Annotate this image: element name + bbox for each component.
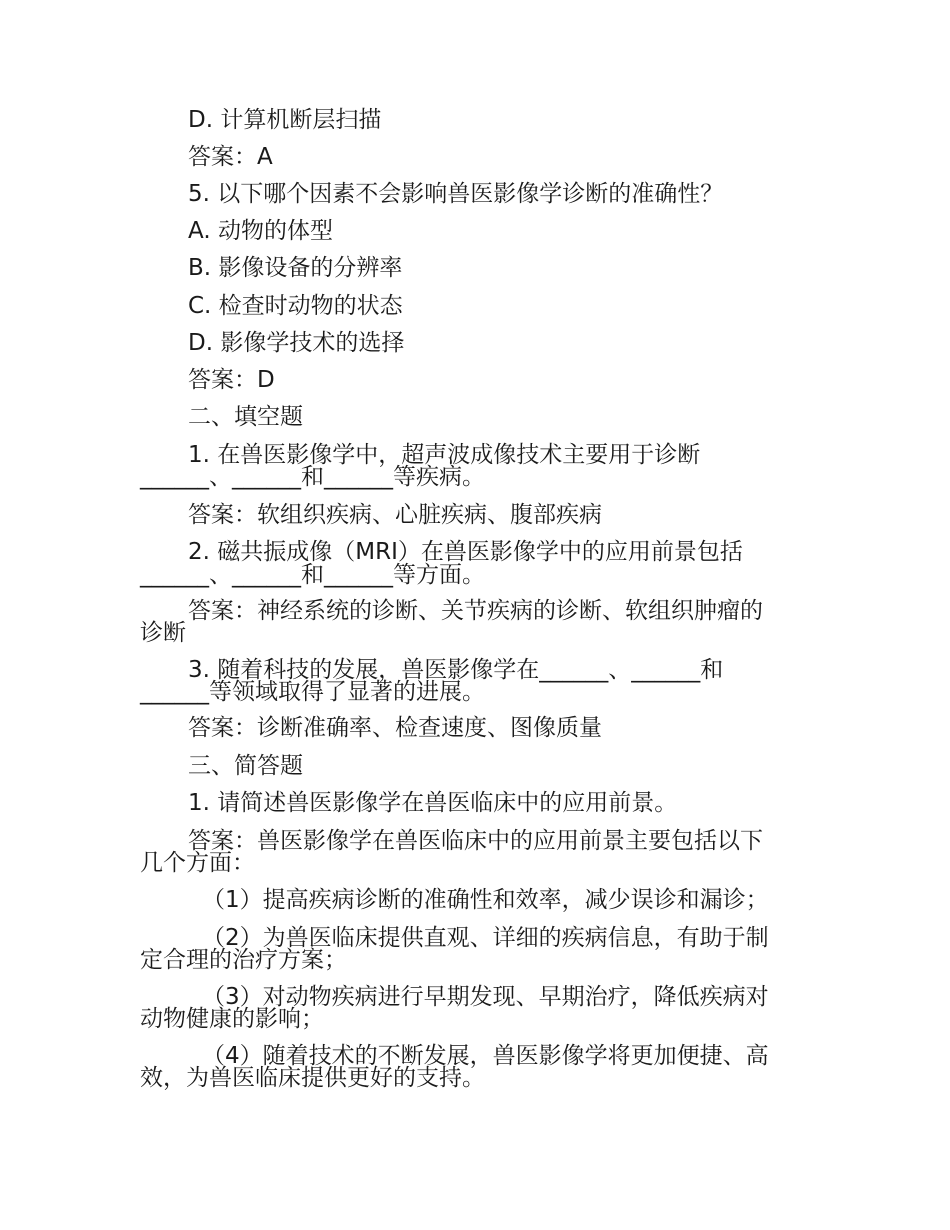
option-a-line: A. 动物的体型 xyxy=(188,218,333,244)
fill-question-2-cont: ______、______和______等方面。 xyxy=(140,562,485,588)
fill-question-1: 1. 在兽医影像学中，超声波成像技术主要用于诊断 xyxy=(188,442,701,468)
section-heading: 三、简答题 xyxy=(188,753,303,779)
answer-line-cont: 诊断 xyxy=(140,620,186,646)
answer-point-4-cont: 效，为兽医临床提供更好的支持。 xyxy=(140,1065,485,1091)
option-d-line: D. 影像学技术的选择 xyxy=(188,330,405,356)
answer-line-cont: 几个方面： xyxy=(140,850,255,876)
answer-line: 答案：D xyxy=(188,367,275,393)
option-d-line: D. 计算机断层扫描 xyxy=(188,107,382,133)
short-question-1: 1. 请简述兽医影像学在兽医临床中的应用前景。 xyxy=(188,790,678,816)
option-b-line: B. 影像设备的分辨率 xyxy=(188,255,403,281)
answer-point-3-cont: 动物健康的影响； xyxy=(140,1006,324,1032)
fill-question-3: 3. 随着科技的发展，兽医影像学在______、______和 xyxy=(188,657,724,683)
fill-question-2: 2. 磁共振成像（MRI）在兽医影像学中的应用前景包括 xyxy=(188,539,743,565)
option-c-line: C. 检查时动物的状态 xyxy=(188,293,403,319)
question-5: 5. 以下哪个因素不会影响兽医影像学诊断的准确性？ xyxy=(188,181,724,207)
answer-line: 答案：神经系统的诊断、关节疾病的诊断、软组织肿瘤的 xyxy=(188,598,763,624)
answer-point-1: （1）提高疾病诊断的准确性和效率，减少误诊和漏诊； xyxy=(202,887,769,913)
fill-question-3-cont: ______等领域取得了显著的进展。 xyxy=(140,679,485,705)
answer-line: 答案：诊断准确率、检查速度、图像质量 xyxy=(188,715,602,741)
section-heading: 二、填空题 xyxy=(188,404,303,430)
answer-line: 答案：软组织疾病、心脏疾病、腹部疾病 xyxy=(188,502,602,528)
answer-line: 答案：兽医影像学在兽医临床中的应用前景主要包括以下 xyxy=(188,828,763,854)
answer-point-4: （4）随着技术的不断发展，兽医影像学将更加便捷、高 xyxy=(202,1043,769,1069)
answer-point-2-cont: 定合理的治疗方案； xyxy=(140,947,347,973)
answer-line: 答案：A xyxy=(188,144,273,170)
answer-point-3: （3）对动物疾病进行早期发现、早期治疗，降低疾病对 xyxy=(202,984,769,1010)
fill-question-1-cont: ______、______和______等疾病。 xyxy=(140,464,485,490)
answer-point-2: （2）为兽医临床提供直观、详细的疾病信息，有助于制 xyxy=(202,925,769,951)
